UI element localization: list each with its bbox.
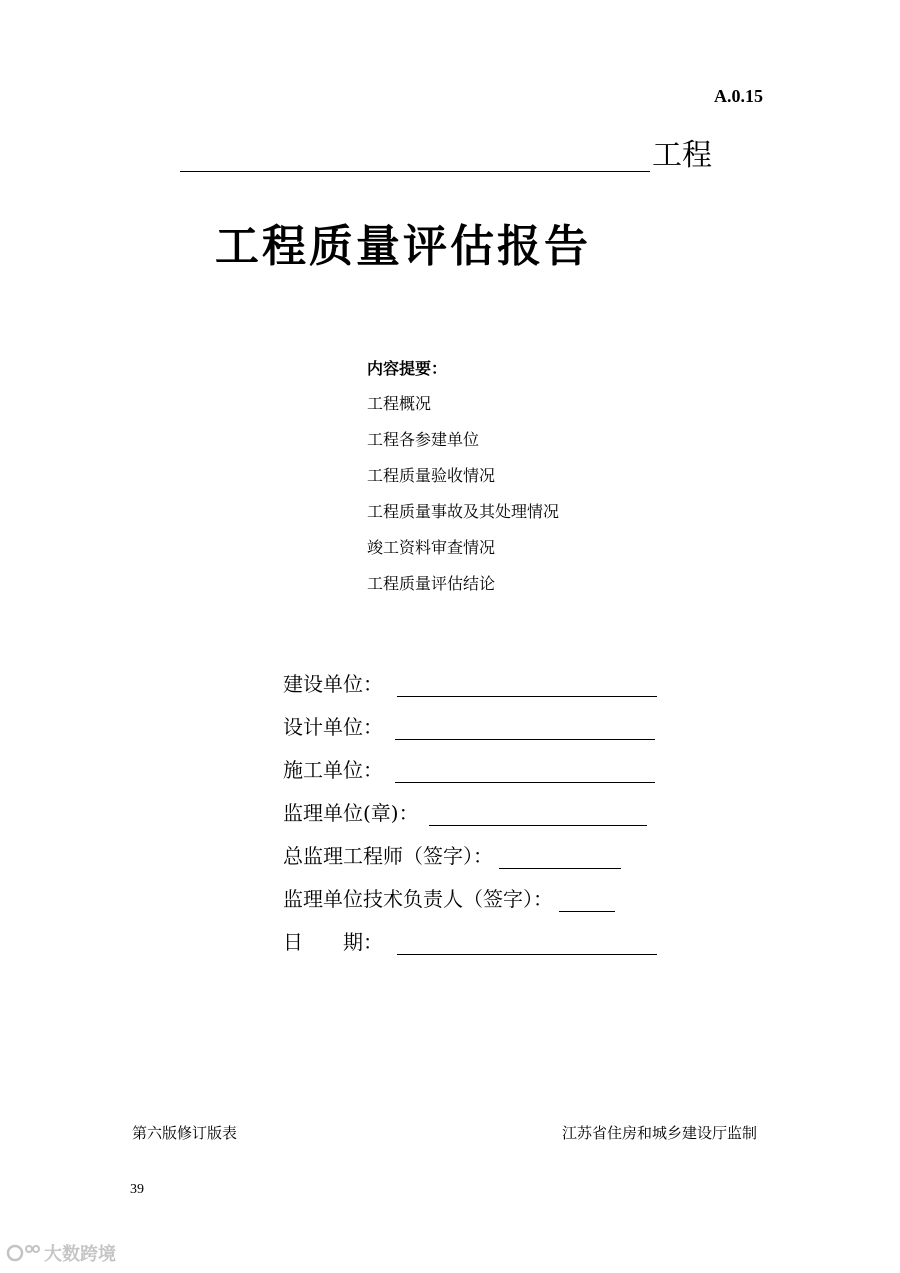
summary-item: 工程质量验收情况: [367, 466, 496, 485]
construction-unit-label: 建设单位：: [283, 672, 383, 696]
summary-item: 工程概况: [367, 394, 432, 413]
date-line[interactable]: [397, 932, 657, 955]
footer-issuer: 江苏省住房和城乡建设厅监制: [562, 1124, 758, 1142]
summary-item: 工程质量事故及其处理情况: [367, 502, 560, 521]
project-name-line: [180, 140, 712, 172]
summary-heading: 内容提要：: [367, 359, 448, 378]
summary-item: 竣工资料审查情况: [367, 538, 496, 557]
page-number: 39: [130, 1182, 144, 1197]
form-code: A.0.15: [714, 86, 763, 106]
chief-engineer-label: 总监理工程师（签字）：: [283, 844, 493, 868]
sign-row-supervision-unit: [283, 783, 657, 826]
watermark-text: 大数跨境: [44, 1244, 116, 1265]
sign-row-date: [283, 912, 657, 955]
supervision-unit-line[interactable]: [429, 803, 647, 826]
sign-row-builder-unit: [283, 740, 657, 783]
project-name-blank: [180, 141, 650, 172]
sign-row-technical-lead: [283, 869, 657, 912]
signature-section: [283, 654, 657, 955]
builder-unit-line[interactable]: [395, 760, 655, 783]
design-unit-label: 设计单位：: [283, 715, 383, 739]
sign-row-chief-engineer: [283, 826, 657, 869]
summary-item: 工程各参建单位: [367, 430, 480, 449]
watermark: [6, 1240, 116, 1266]
footer-edition: 第六版修订版表: [132, 1124, 238, 1142]
project-suffix: 工程: [652, 138, 712, 173]
sign-row-construction-unit: [283, 654, 657, 697]
document-title: 工程质量评估报告: [215, 221, 591, 272]
builder-unit-label: 施工单位：: [283, 758, 383, 782]
summary-item: 工程质量评估结论: [367, 574, 496, 593]
date-label: 日 期：: [283, 930, 383, 954]
technical-lead-label: 监理单位技术负责人（签字）：: [283, 887, 553, 911]
chief-engineer-line[interactable]: [499, 846, 621, 869]
design-unit-line[interactable]: [395, 717, 655, 740]
technical-lead-line[interactable]: [559, 889, 615, 912]
construction-unit-line[interactable]: [397, 674, 657, 697]
summary-section: [367, 356, 559, 609]
sign-row-design-unit: [283, 697, 657, 740]
watermark-logo-icon: [6, 1243, 40, 1263]
supervision-unit-label: 监理单位(章)：: [283, 801, 419, 825]
